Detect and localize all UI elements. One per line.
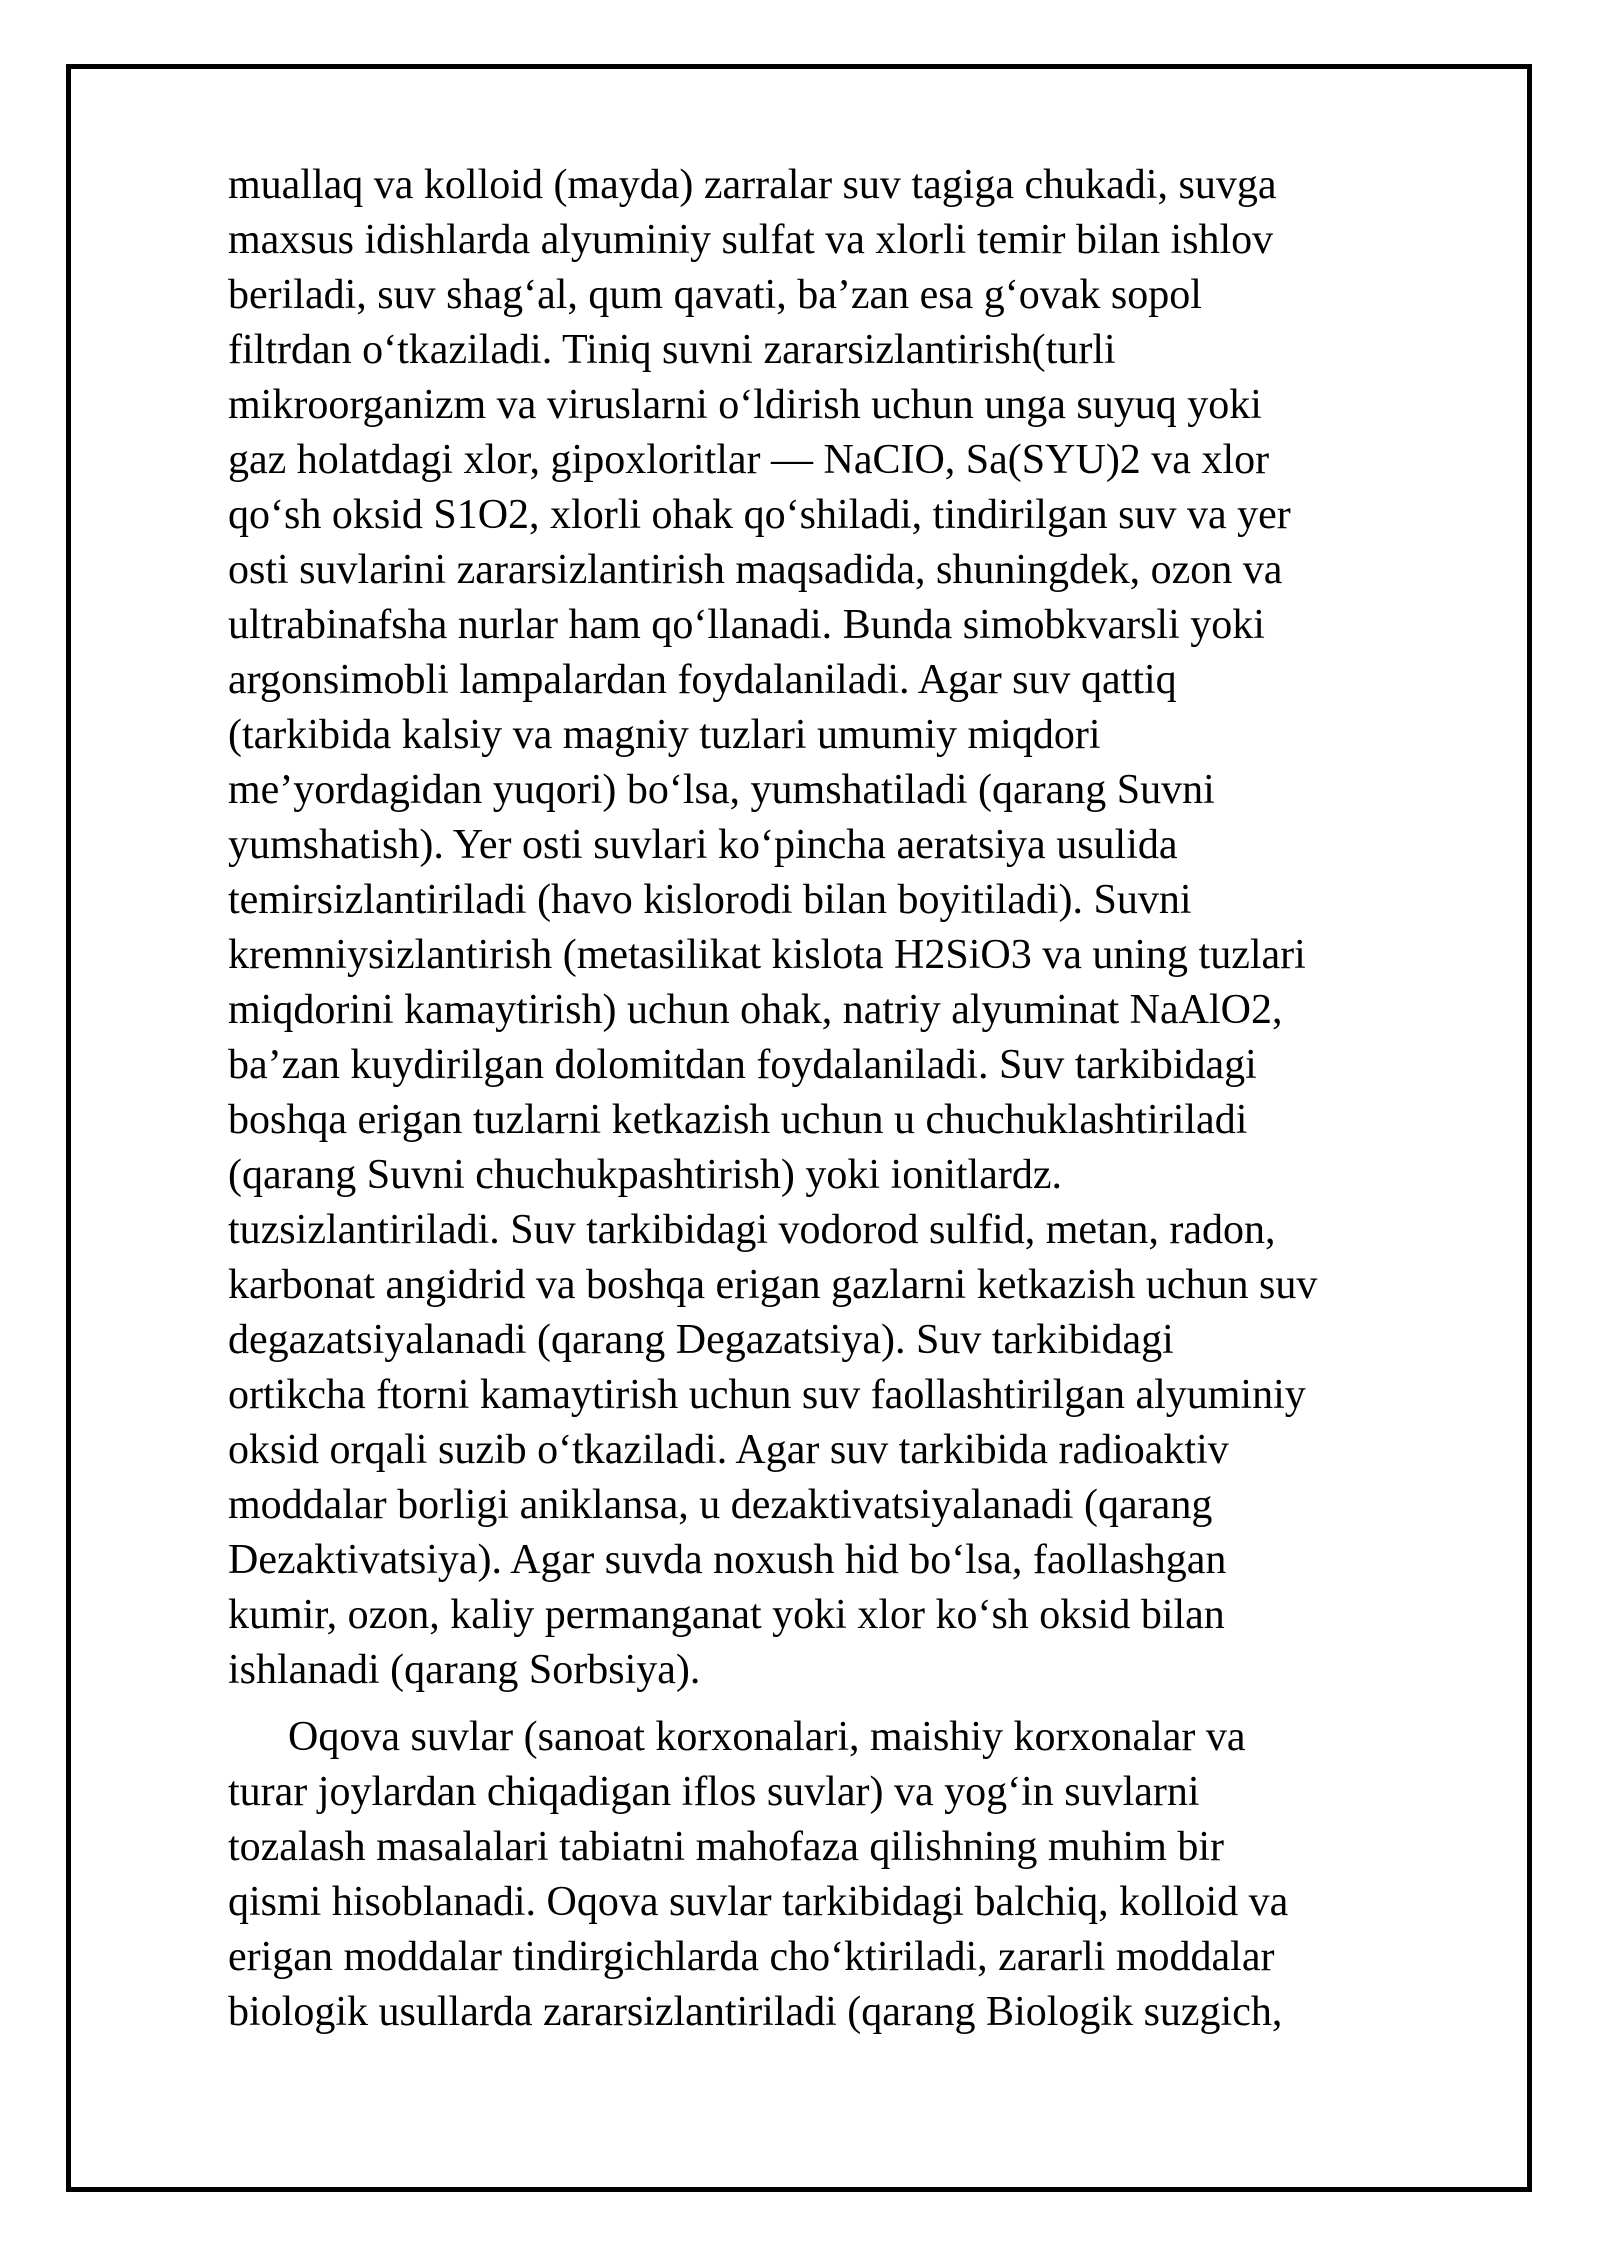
paragraph-spacer <box>228 1698 1508 1710</box>
text-line: qismi hisoblanadi. Oqova suvlar tarkibidagi balchiq, kolloid va <box>228 1879 1289 1925</box>
text-line: turar joylardan chiqadigan iflos suvlar) va yogʻin suvlarni <box>228 1769 1200 1815</box>
text-line: kumir, ozon, kaliy permanganat yoki xlor koʻsh oksid bilan <box>228 1592 1225 1638</box>
text-line: osti suvlarini zararsizlantirish maqsadida, shuningdek, ozon va <box>228 547 1283 593</box>
text-line: miqdorini kamaytirish) uchun ohak, natriy alyuminat NaAlO2, <box>228 987 1283 1033</box>
text-line: mikroorganizm va viruslarni oʻldirish uchun unga suyuq yoki <box>228 382 1262 428</box>
text-line: temirsizlantiriladi (havo kislorodi bilan boyitiladi). Suvni <box>228 877 1192 923</box>
paragraph-1 <box>228 158 1508 1698</box>
text-line: kremniysizlantirish (metasilikat kislota H2SiO3 va uning tuzlari <box>228 932 1306 978</box>
text-line: muallaq va kolloid (mayda) zarralar suv tagiga chukadi, suvga <box>228 162 1277 208</box>
text-line: beriladi, suv shagʻal, qum qavati, baʼzan esa gʻovak sopol <box>228 272 1202 318</box>
paragraph-2 <box>228 1710 1508 2040</box>
text-line: (qarang Suvni chuchukpashtirish) yoki ionitlardz. <box>228 1152 1062 1198</box>
text-line: boshqa erigan tuzlarni ketkazish uchun u chuchuklashtiriladi <box>228 1097 1248 1143</box>
text-line: baʼzan kuydirilgan dolomitdan foydalaniladi. Suv tarkibidagi <box>228 1042 1257 1088</box>
text-line: erigan moddalar tindirgichlarda choʻktiriladi, zararli moddalar <box>228 1934 1275 1980</box>
text-line: ortikcha ftorni kamaytirish uchun suv faollashtirilgan alyuminiy <box>228 1372 1306 1418</box>
text-line: Oqova suvlar (sanoat korxonalari, maishiy korxonalar va <box>288 1714 1246 1760</box>
text-line: (tarkibida kalsiy va magniy tuzlari umumiy miqdori <box>228 712 1101 758</box>
text-line: biologik usullarda zararsizlantiriladi (qarang Biologik suzgich, <box>228 1989 1283 2035</box>
text-line: argonsimobli lampalardan foydalaniladi. Agar suv qattiq <box>228 657 1177 703</box>
text-line: yumshatish). Yer osti suvlari koʻpincha aeratsiya usulida <box>228 822 1178 868</box>
text-line: filtrdan oʻtkaziladi. Tiniq suvni zararsizlantirish(turli <box>228 327 1116 373</box>
text-line: qoʻsh oksid S1O2, xlorli ohak qoʻshiladi, tindirilgan suv va yer <box>228 492 1291 538</box>
text-line: oksid orqali suzib oʻtkaziladi. Agar suv tarkibida radioaktiv <box>228 1427 1229 1473</box>
text-line: moddalar borligi aniklansa, u dezaktivatsiyalanadi (qarang <box>228 1482 1213 1528</box>
text-line: karbonat angidrid va boshqa erigan gazlarni ketkazish uchun suv <box>228 1262 1318 1308</box>
document-body <box>228 158 1508 2040</box>
text-line: tozalash masalalari tabiatni mahofaza qilishning muhim bir <box>228 1824 1225 1870</box>
text-line: gaz holatdagi xlor, gipoxloritlar — NaCIO, Sa(SYU)2 va xlor <box>228 437 1270 483</box>
text-line: Dezaktivatsiya). Agar suvda noxush hid boʻlsa, faollashgan <box>228 1537 1227 1583</box>
text-line: degazatsiyalanadi (qarang Degazatsiya). Suv tarkibidagi <box>228 1317 1174 1363</box>
text-line: meʼyordagidan yuqori) boʻlsa, yumshatiladi (qarang Suvni <box>228 767 1215 813</box>
text-line: maxsus idishlarda alyuminiy sulfat va xlorli temir bilan ishlov <box>228 217 1274 263</box>
text-line: ishlanadi (qarang Sorbsiya). <box>228 1647 701 1693</box>
text-line: ultrabinafsha nurlar ham qoʻllanadi. Bunda simobkvarsli yoki <box>228 602 1265 648</box>
text-line: tuzsizlantiriladi. Suv tarkibidagi vodorod sulfid, metan, radon, <box>228 1207 1276 1253</box>
